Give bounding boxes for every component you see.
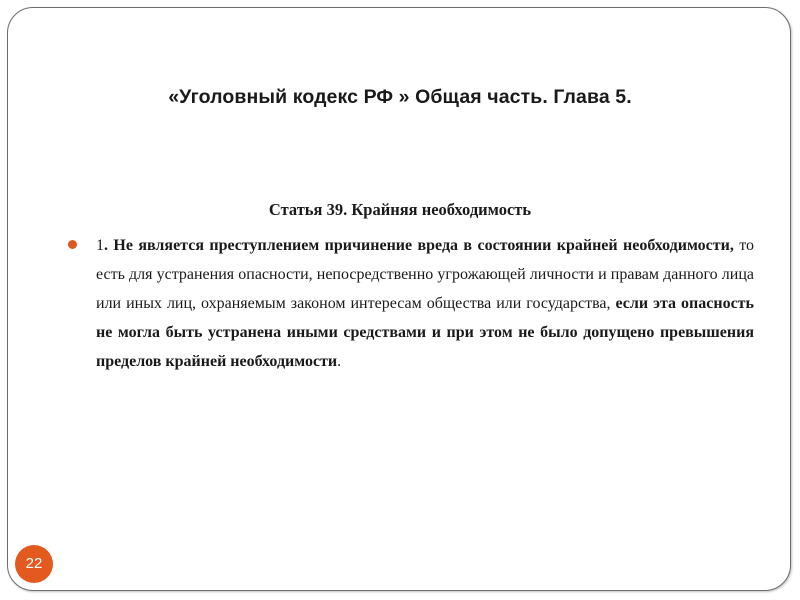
article-heading: Статья 39. Крайняя необходимость bbox=[268, 200, 532, 219]
page-number-badge: 22 bbox=[15, 545, 53, 583]
slide-title: «Уголовный кодекс РФ » Общая часть. Глава 5. bbox=[168, 86, 632, 108]
paragraph-part-bold-2: если эта опасность не могла быть устранена иными средствами и при этом не было допущено превышения пределов крайней необходимости bbox=[96, 295, 754, 370]
bullet-icon bbox=[68, 240, 77, 249]
paragraph-number: 1 bbox=[96, 237, 104, 254]
paragraph-part-regular-2: . bbox=[337, 353, 342, 370]
paragraph-part-bold-1: . Не является преступлением причинение вреда в состоянии крайней необходимости, bbox=[104, 237, 734, 254]
paragraph-part-regular-1: то есть для устранения опасности, непосредственно угрожающей личности и правам данного лица или иных лиц, охраняемым законом интересам общества или государства, bbox=[96, 237, 755, 312]
article-paragraph bbox=[96, 231, 754, 376]
